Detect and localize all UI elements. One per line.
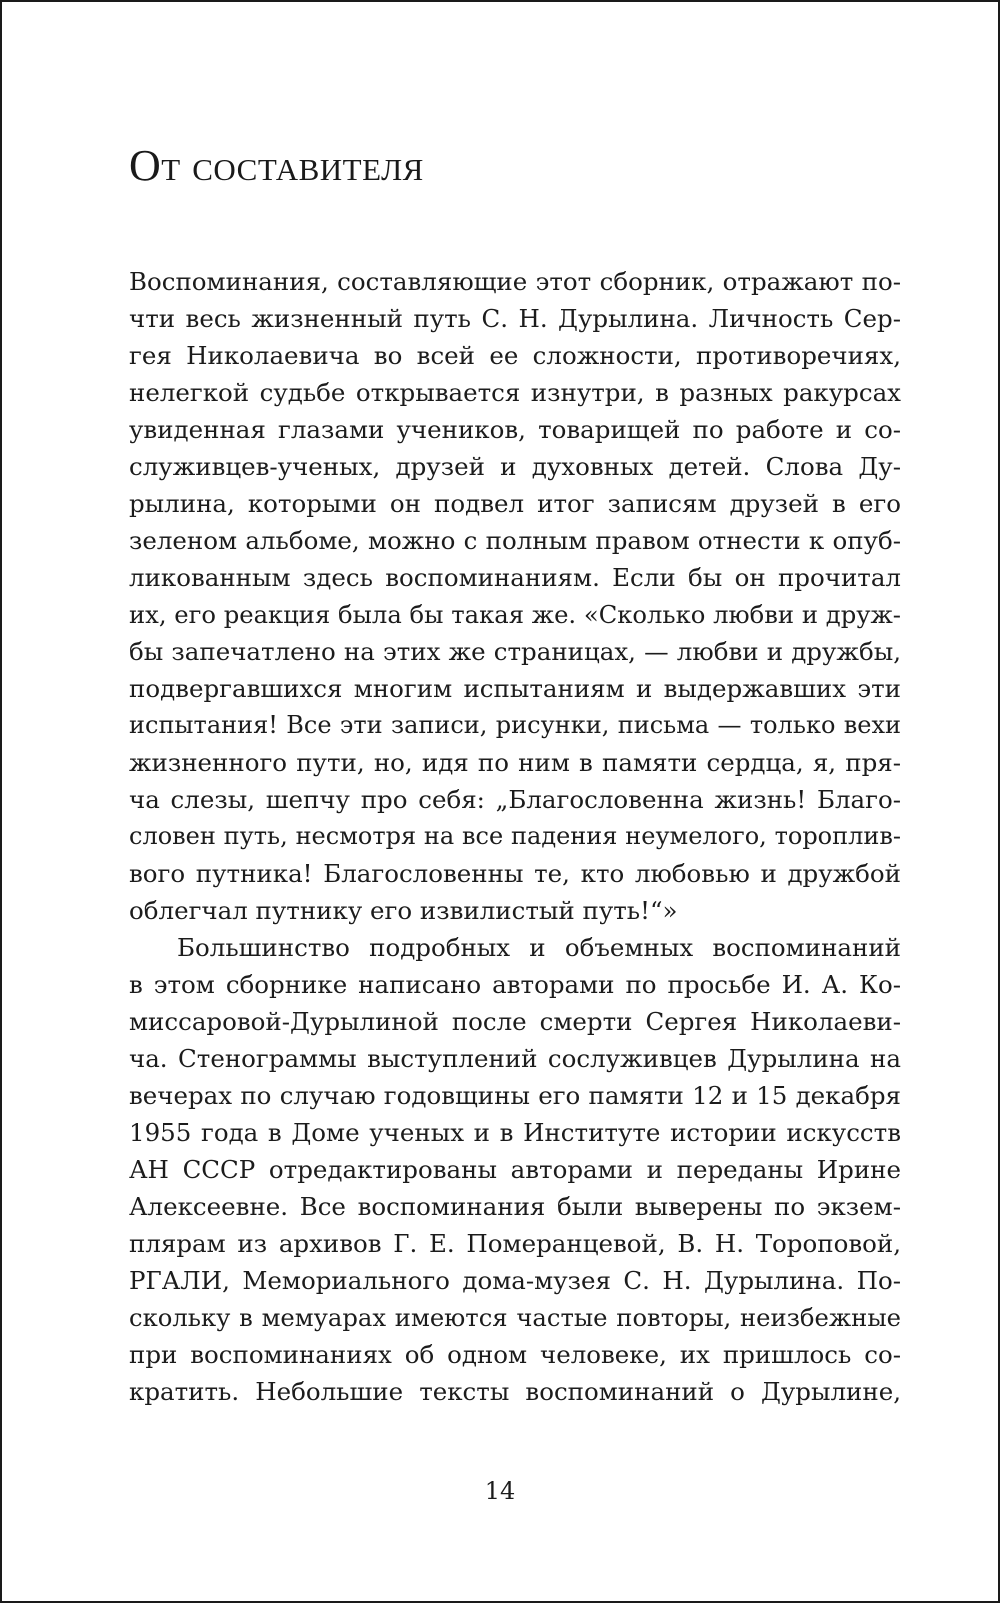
text-line: кратить. Небольшие тексты воспоминаний о Дурылине, [129,1377,901,1406]
text-line: их, его реакция была бы такая же. «Сколько любви и друж- [129,600,901,629]
text-line: увиденная глазами учеников, товарищей по работе и со- [129,415,901,444]
text-line: бы запечатлено на этих же страницах, — любви и дружбы, [129,637,901,666]
text-line: ча слезы, шепчу про себя: „Благословенна жизнь! Благо- [129,785,901,814]
text-line: подвергавшихся многим испытаниям и выдержавших эти [129,674,901,703]
text-line: испытания! Все эти записи, рисунки, письма — только вехи [129,711,901,739]
text-line: Алексеевне. Все воспоминания были выверены по экзем- [129,1192,901,1221]
chapter-title: От составителя [129,141,424,190]
text-line: ча. Стенограммы выступлений сослуживцев Дурылина на [129,1044,901,1073]
text-line: служивцев-ученых, друзей и духовных детей. Слова Ду- [129,452,901,481]
text-line: зеленом альбоме, можно с полным правом отнести к опуб- [129,526,901,555]
text-line: облегчал путнику его извилистый путь!“» [129,896,678,925]
text-line: Воспоминания, составляющие этот сборник, отражают по- [129,267,901,296]
text-line: гея Николаевича во всей ее сложности, противоречиях, [129,341,901,370]
paragraph-1 [129,263,901,929]
page-number: 14 [484,1477,516,1505]
text-line: вого путника! Благословенны те, кто любовью и дружбой [129,859,901,888]
text-line: ликованным здесь воспоминаниям. Если бы он прочитал [129,563,901,592]
paragraph-2 [129,929,901,1410]
text-line: рылина, которыми он подвел итог записям друзей в его [129,489,901,518]
text-line: при воспоминаниях об одном человеке, их пришлось со- [129,1340,901,1369]
text-line: в этом сборнике написано авторами по просьбе И. А. Ко- [129,970,901,999]
text-line: словен путь, несмотря на все падения неумелого, тороплив- [129,822,901,850]
body-text [129,263,901,1410]
text-line: 1955 года в Доме ученых и в Институте истории искусств [129,1118,901,1147]
text-line: нелегкой судьбе открывается изнутри, в разных ракурсах [129,378,901,407]
text-line: вечерах по случаю годовщины его памяти 12 и 15 декабря [129,1081,901,1110]
text-line: скольку в мемуарах имеются частые повторы, неизбежные [129,1303,901,1332]
text-line: Большинство подробных и объемных воспоминаний [177,933,901,962]
text-line: миссаровой-Дурылиной после смерти Сергея Николаеви- [129,1007,901,1036]
text-line: АН СССР отредактированы авторами и переданы Ирине [129,1155,901,1184]
text-line: плярам из архивов Г. Е. Померанцевой, В. Н. Тороповой, [129,1229,901,1258]
text-line: РГАЛИ, Мемориального дома-музея С. Н. Дурылина. По- [129,1266,901,1295]
text-line: жизненного пути, но, идя по ним в памяти сердца, я, пря- [129,748,901,777]
text-line: чти весь жизненный путь С. Н. Дурылина. Личность Сер- [129,304,901,333]
